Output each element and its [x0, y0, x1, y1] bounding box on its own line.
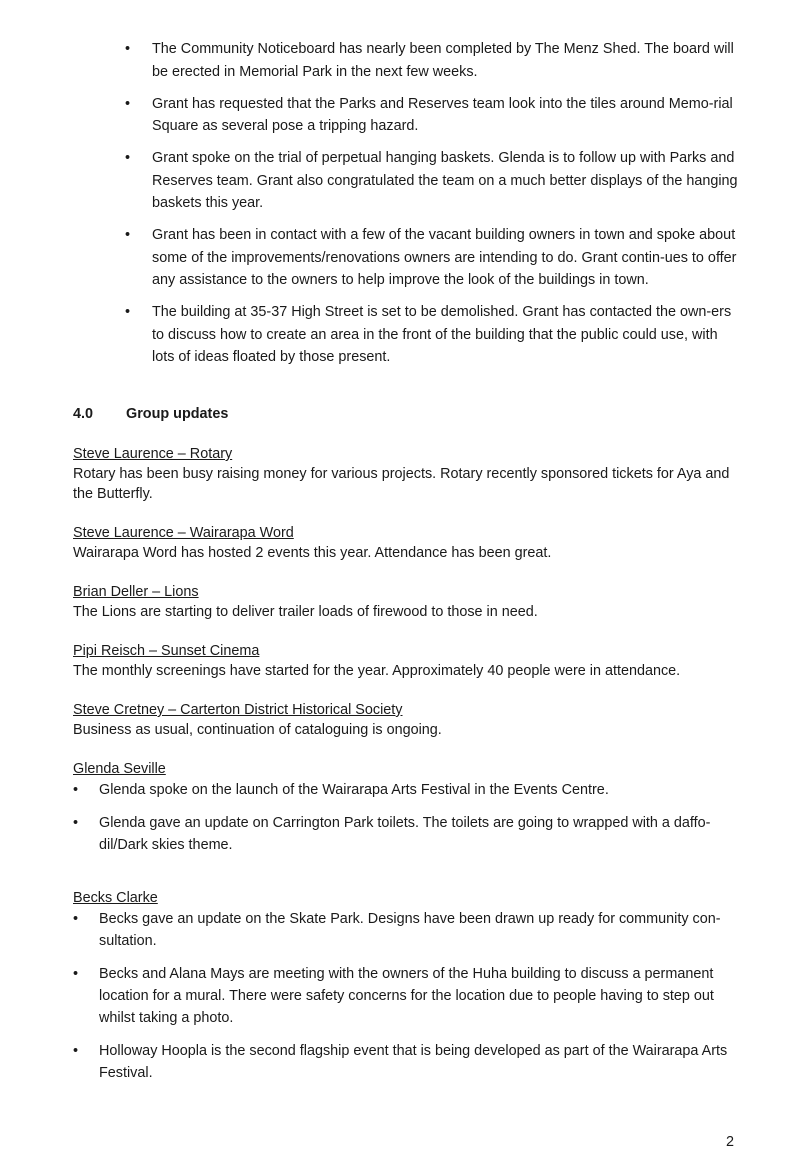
section-title: Group updates — [126, 406, 229, 422]
list-item — [73, 963, 738, 1029]
group-name: Steve Cretney – Carterton District Historical Society — [73, 702, 403, 718]
bullet-text: Grant has requested that the Parks and Reserves team look into the tiles around Memo-rial Square as several pose a tripping hazard. — [152, 95, 733, 134]
group-update-lions — [73, 582, 738, 622]
list-item — [123, 38, 738, 83]
list-item — [123, 224, 738, 292]
bullet-text: Glenda gave an update on Carrington Park toilets. The toilets are going to wrapped with a daffo-dil/Dark skies theme. — [99, 815, 711, 853]
bullet-text: Grant has been in contact with a few of the vacant building owners in town and spoke about some of the improvements/renovations owners are intending to do. Grant contin-ues to offer any assistance to the owners to help improve the look of the buildings in town. — [152, 227, 737, 288]
group-text: Rotary has been busy raising money for various projects. Rotary recently sponsored tickets for Aya and the Butterfly. — [73, 466, 730, 502]
bullet-icon: • — [125, 95, 131, 112]
group-text: Business as usual, continuation of cataloguing is ongoing. — [73, 722, 442, 738]
group-name: Glenda Seville — [73, 761, 166, 777]
becks-bullet-list — [73, 908, 738, 1084]
bullet-icon: • — [73, 966, 79, 982]
list-item — [123, 147, 738, 215]
group-text: The monthly screenings have started for the year. Approximately 40 people were in attendance. — [73, 663, 681, 679]
group-update-rotary — [73, 444, 738, 504]
bullet-icon: • — [125, 41, 131, 57]
group-name: Pipi Reisch – Sunset Cinema — [73, 643, 260, 659]
bullet-icon: • — [73, 815, 79, 831]
list-item — [73, 779, 738, 801]
top-bullet-list — [123, 38, 738, 378]
bullet-text: Becks gave an update on the Skate Park. Designs have been drawn up ready for community con-sultation. — [99, 911, 721, 949]
section-heading — [73, 403, 228, 426]
bullet-text: Grant spoke on the trial of perpetual hanging baskets. Glenda is to follow up with Parks and Reserves team. Grant also congratulated the team on a much better displays of the hanging baskets this year. — [152, 150, 738, 211]
glenda-bullet-list — [73, 779, 738, 856]
bullet-text: Holloway Hoopla is the second flagship event that is being developed as part of the Wairarapa Arts Festival. — [99, 1043, 728, 1081]
list-item — [73, 908, 738, 952]
bullet-icon: • — [125, 304, 131, 320]
group-name: Brian Deller – Lions — [73, 584, 199, 600]
group-text: Wairarapa Word has hosted 2 events this year. Attendance has been great. — [73, 545, 552, 561]
list-item — [123, 93, 738, 138]
bullet-icon: • — [125, 150, 131, 166]
bullet-icon: • — [125, 227, 131, 243]
group-name: Becks Clarke — [73, 890, 158, 906]
bullet-text: The Community Noticeboard has nearly been completed by The Menz Shed. The board will be erected in Memorial Park in the next few weeks. — [152, 41, 734, 80]
bullet-icon: • — [73, 782, 79, 798]
group-update-historical-society — [73, 700, 738, 740]
group-name: Steve Laurence – Rotary — [73, 446, 233, 462]
group-update-wairarapa-word — [73, 523, 738, 563]
list-item — [73, 812, 738, 856]
bullet-icon: • — [73, 1043, 79, 1059]
bullet-icon: • — [73, 911, 79, 927]
bullet-text: The building at 35-37 High Street is set to be demolished. Grant has contacted the own-ers to discuss how to create an area in the front of the building that the public could use, with lots of ideas floated by those present. — [152, 304, 732, 365]
group-update-glenda — [73, 759, 738, 867]
page-number: 2 — [725, 1134, 734, 1150]
group-name: Steve Laurence – Wairarapa Word — [73, 525, 294, 541]
list-item — [73, 1040, 738, 1084]
bullet-text: Glenda spoke on the launch of the Wairarapa Arts Festival in the Events Centre. — [99, 782, 609, 798]
section-number: 4.0 — [73, 406, 94, 422]
group-update-becks — [73, 888, 738, 1095]
list-item — [123, 301, 738, 369]
group-update-sunset-cinema — [73, 641, 738, 681]
bullet-text: Becks and Alana Mays are meeting with the owners of the Huha building to discuss a permanent location for a mural. There were safety concerns for the location due to people having to step out whilst taking a photo. — [99, 966, 714, 1026]
group-text: The Lions are starting to deliver trailer loads of firewood to those in need. — [73, 604, 538, 620]
